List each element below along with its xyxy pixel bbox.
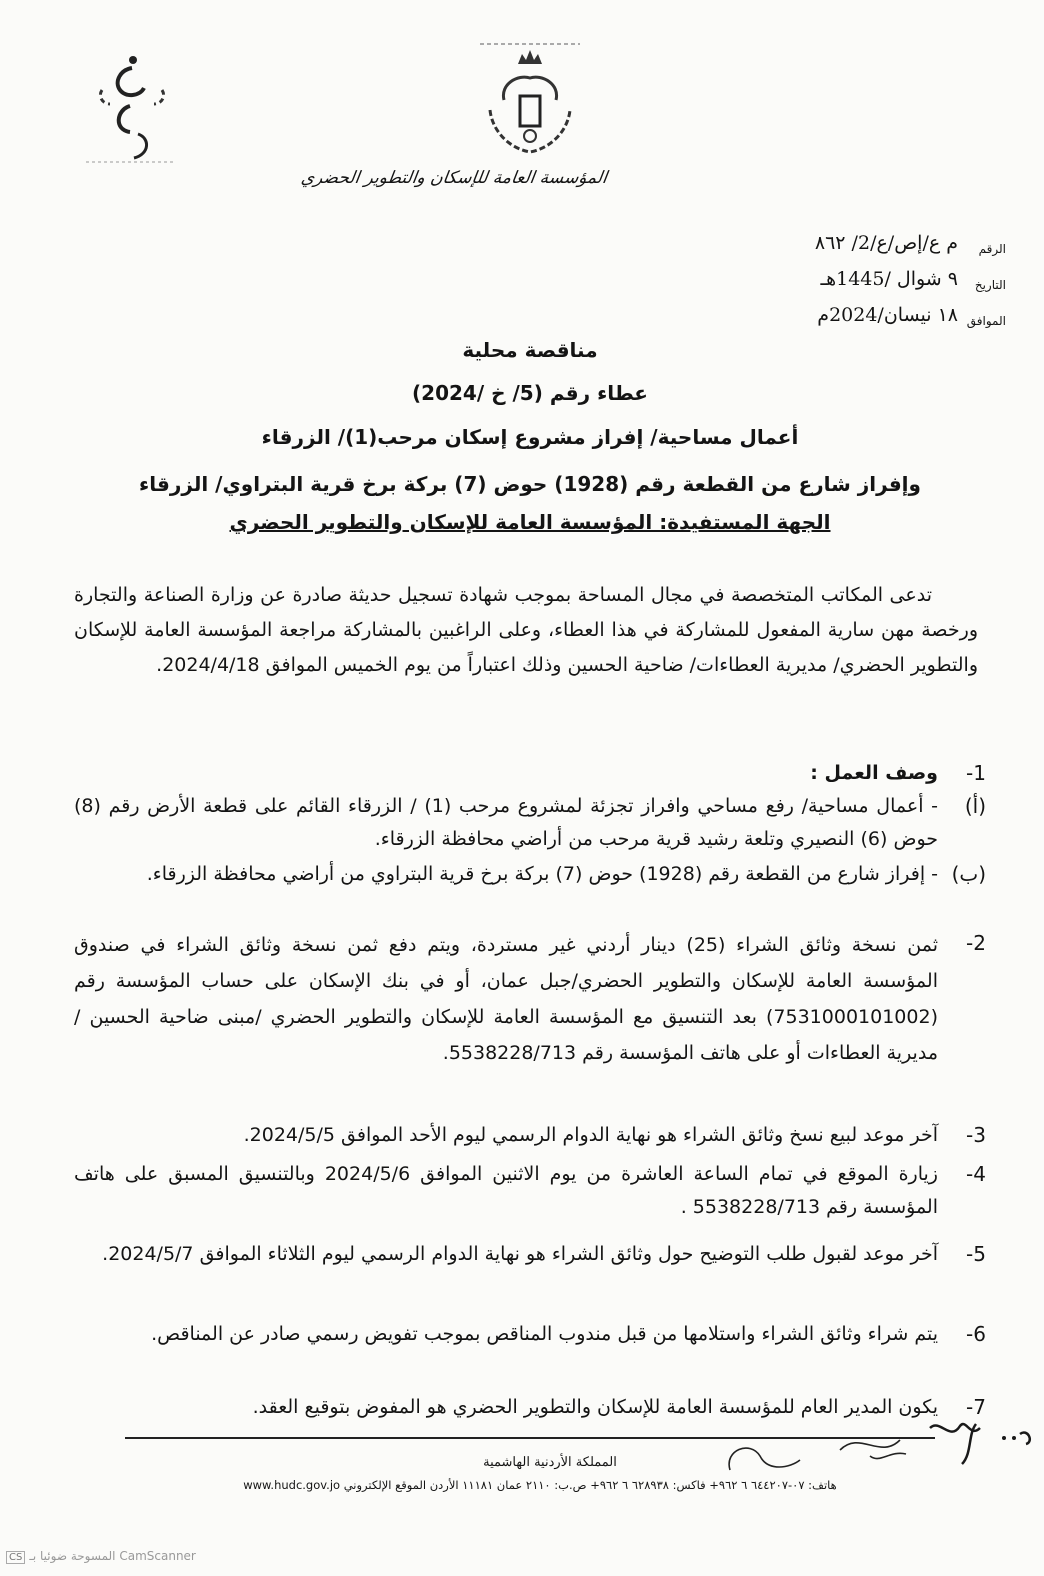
hudc-logo xyxy=(80,30,180,180)
intro-paragraph: تدعى المكاتب المتخصصة في مجال المساحة بموجب شهادة تسجيل حديثة صادرة عن وزارة الصناعة والتجارة ورخصة مهن سارية المفعول للمشاركة في هذا العطاء، وعلى الراغبين بالمشاركة مراجعة المؤسسة العامة للإسكان والتطوير الحضري/ مديرية العطاءات/ ضاحية الحسين وذلك اعتباراً من يوم الخميس الموافق 2024/4/18. xyxy=(74,584,978,676)
list-item-text: - أعمال مساحية/ رفع مساحي وافراز تجزئة لمشروع مرحب (1) / الزرقاء القائم على قطعة الأرض رقم (8) حوض (6) النصيري وتلعة رشيد قرية مرحب من أراضي محافظة الزرقاء. xyxy=(74,795,939,850)
gregorian-date-row xyxy=(696,300,1006,336)
list-item-text: يكون المدير العام للمؤسسة العامة للإسكان والتطوير الحضري هو المفوض بتوقيع العقد. xyxy=(252,1396,938,1418)
list-item-number: 1- xyxy=(966,761,986,785)
footer-divider xyxy=(125,1437,935,1439)
camscanner-text: CamScanner المسوحة ضوئيا بـ xyxy=(29,1549,196,1563)
gregorian-date-value: ١٨ نيسان/2024م xyxy=(817,304,958,326)
hijri-date-value: ٩ شوال /1445هـ xyxy=(820,268,958,290)
tender-type-title: مناقصة محلية xyxy=(462,338,598,362)
list-item-6 xyxy=(74,1318,984,1351)
list-item-number: 5- xyxy=(966,1242,986,1266)
hijri-date-label: التاريخ xyxy=(974,278,1006,292)
project-title: أعمال مساحية/ إفراز مشروع إسكان مرحب(1)/ الزرقاء xyxy=(261,425,799,449)
list-item-number: 2- xyxy=(966,931,986,955)
camscanner-logo-icon: CS xyxy=(6,1551,25,1564)
list-item-number: 4- xyxy=(966,1162,986,1186)
reference-number-label: الرقم xyxy=(978,242,1006,256)
camscanner-watermark xyxy=(6,1549,196,1564)
list-item-a xyxy=(74,790,984,856)
street-project-title: وإفراز شارع من القطعة رقم (1928) حوض (7) بركة برخ قرية البتراوي/ الزرقاء xyxy=(139,472,921,496)
list-item-number: (ب) xyxy=(951,862,986,886)
reference-block xyxy=(696,228,1006,336)
list-item-3 xyxy=(74,1119,984,1152)
tender-number-title: عطاء رقم (5/ خ /2024) xyxy=(412,381,648,405)
beneficiary-title: الجهة المستفيدة: المؤسسة العامة للإسكان والتطوير الحضري xyxy=(229,510,831,534)
list-item-b xyxy=(74,858,984,891)
list-item-text: آخر موعد لقبول طلب التوضيح حول وثائق الشراء هو نهاية الدوام الرسمي ليوم الثلاثاء الموافق 2024/5/7. xyxy=(102,1243,938,1265)
reference-number-row xyxy=(696,228,1006,264)
list-item-number: 7- xyxy=(966,1395,986,1419)
hijri-date-row xyxy=(696,264,1006,300)
list-item-text: وصف العمل : xyxy=(810,762,938,784)
list-item-work-description xyxy=(74,757,984,790)
list-item-number: (أ) xyxy=(964,794,986,818)
list-item-text: - إفراز شارع من القطعة رقم (1928) حوض (7) بركة برخ قرية البتراوي من أراضي محافظة الزرقاء. xyxy=(146,863,938,885)
footer-contact-info: هاتف: ٠٧-٦٤٤٢٠٧ ٦ ٩٦٢+ فاكس: ٦٢٨٩٣٨ ٦ ٩٦٢+ ص.ب: ٢١١٠ عمان ١١١٨١ الأردن الموقع الإلكتروني www.hudc.gov.jo xyxy=(243,1478,837,1492)
list-item-number: 6- xyxy=(966,1322,986,1346)
list-item-text: يتم شراء وثائق الشراء واستلامها من قبل مندوب المناقص بموجب تفويض رسمي صادر عن المناقص. xyxy=(151,1323,938,1345)
agency-name: المؤسسة العامة للإسكان والتطوير الحضري xyxy=(299,168,609,188)
list-item-4 xyxy=(74,1158,984,1224)
royal-crest-emblem xyxy=(470,40,590,170)
list-item-text: زيارة الموقع في تمام الساعة العاشرة من يوم الاثنين الموافق 2024/5/6 وبالتنسيق المسبق على هاتف المؤسسة رقم 5538228/713 . xyxy=(74,1163,938,1218)
list-item-text: ثمن نسخة وثائق الشراء (25) دينار أردني غير مستردة، ويتم دفع ثمن نسخة وثائق الشراء في صندوق المؤسسة العامة للإسكان والتطوير الحضري/جبل عمان، أو في بنك الإسكان على حساب المؤسسة رقم (7531000101002) بعد التنسيق مع المؤسسة العامة للإسكان والتطوير الحضري /مبنى ضاحية الحسين /مديرية العطاءات أو على هاتف المؤسسة رقم 5538228/713. xyxy=(74,934,938,1064)
gregorian-date-label: الموافق xyxy=(966,314,1006,328)
list-item-text: آخر موعد لبيع نسخ وثائق الشراء هو نهاية الدوام الرسمي ليوم الأحد الموافق 2024/5/5. xyxy=(243,1124,938,1146)
list-item-2 xyxy=(74,927,984,1071)
list-item-5 xyxy=(74,1238,984,1271)
list-item-number: 3- xyxy=(966,1123,986,1147)
initials-scribble xyxy=(720,1420,920,1480)
reference-number-value: م ع/إص/ع/2/ ٨٦٢ xyxy=(814,232,958,254)
kingdom-name: المملكة الأردنية الهاشمية xyxy=(483,1455,617,1470)
